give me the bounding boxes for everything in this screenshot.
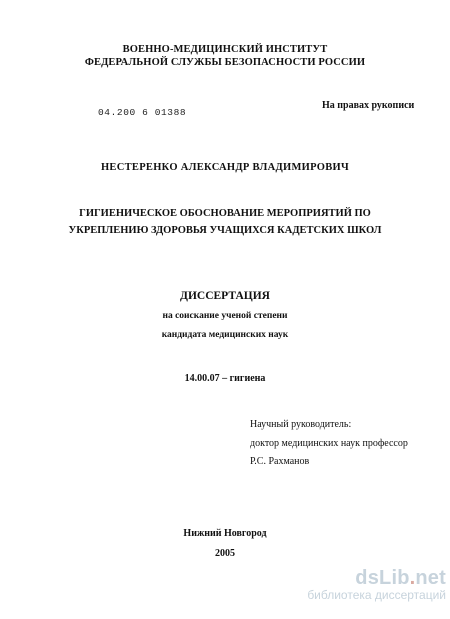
rights-note: На правах рукописи (322, 100, 415, 111)
title-line-1: ГИГИЕНИЧЕСКОЕ ОБОСНОВАНИЕ МЕРОПРИЯТИЙ ПО (79, 208, 371, 219)
institution-line-2: ФЕДЕРАЛЬНОЙ СЛУЖБЫ БЕЗОПАСНОСТИ РОССИИ (84, 57, 366, 68)
watermark-logo-dot: . (409, 567, 416, 589)
title-line-2: УКРЕПЛЕНИЮ ЗДОРОВЬЯ УЧАЩИХСЯ КАДЕТСКИХ ШКОЛ (68, 225, 382, 236)
watermark-logo-part2: net (415, 567, 446, 589)
stamp-number: 04.200 6 01388 (98, 107, 187, 118)
degree-line-2: кандидата медицинских наук (161, 330, 289, 340)
watermark-subtitle: библиотека диссертаций (307, 588, 446, 602)
watermark-logo (258, 568, 446, 589)
city: Нижний Новгород (183, 528, 267, 539)
degree-line-1: на соискание ученой степени (162, 311, 288, 321)
dissertation-heading: ДИССЕРТАЦИЯ (180, 290, 270, 302)
year: 2005 (215, 548, 235, 559)
author-name: НЕСТЕРЕНКО АЛЕКСАНДР ВЛАДИМИРОВИЧ (100, 162, 350, 173)
institution-line-1: ВОЕННО-МЕДИЦИНСКИЙ ИНСТИТУТ (122, 44, 328, 55)
watermark-logo-part1: dsLib (355, 567, 410, 589)
supervisor-degree: доктор медицинских наук профессор (250, 438, 408, 449)
specialty-code: 14.00.07 – гигиена (184, 373, 266, 384)
watermark (258, 568, 446, 602)
supervisor-name: Р.С. Рахманов (250, 456, 310, 467)
supervisor-label: Научный руководитель: (250, 419, 352, 430)
